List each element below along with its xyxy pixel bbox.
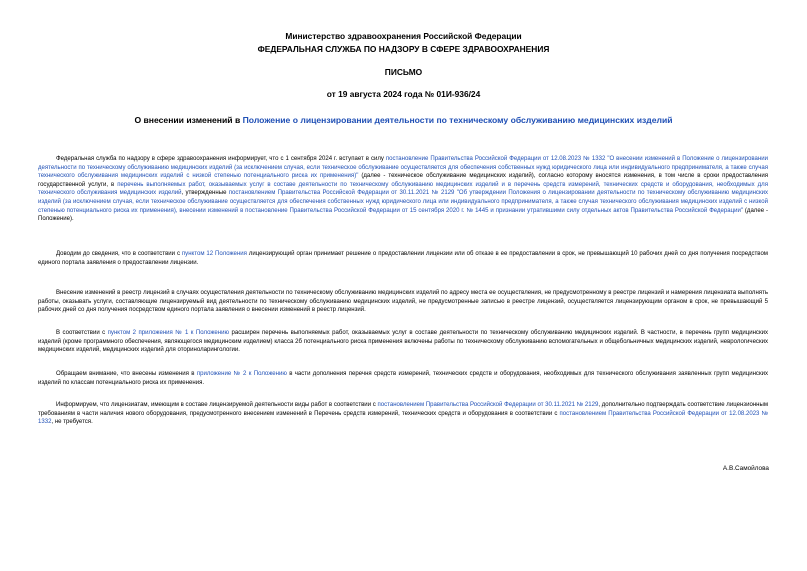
paragraph-text: (далее - техническое обслуживание медицинских изделий), согласно которому вносятся изменения, в том числе в сроки предоставления государственной услуги, в [38,173,768,188]
subject-link[interactable]: Положение о лицензировании деятельности по техническому обслуживанию медицинских изделий [242,115,673,125]
paragraph-text: в части дополнения перечня средств измерений, технических средств и оборудования, необходимых для технического обслуживания заявленных групп медицинских изделий по классам потенциального риска их применения. [38,371,768,386]
document-date-number: от 19 августа 2024 года № 01И-936/24 [326,89,481,99]
paragraph-text: Федеральная служба по надзору в сфере здравоохранения информирует, что с 1 сентября 2024 г. вступает в силу [56,156,386,162]
paragraph-text: лицензирующий орган принимает решение о предоставлении лицензии или об отказе в ее предоставлении в срок, не превышающий 10 рабочих дней со дня получения посредством единого портала заявления о предоставлении лицензии. [38,251,768,266]
paragraph-1 [38,155,768,224]
paragraph-text: расширен перечень выполняемых работ, оказываемых услуг в составе деятельности по техническому обслуживанию медицинских изделий. В частности, в перечень групп медицинских изделий (кроме программного обеспечения, являющегося медицинским изделием) класса 2б потенциального риска применения включены работы по техническому обслуживанию вспомогательных и общебольничных медицинских изделий, неврологических медицинских изделий, медицинских изделий для оториноларингологии. [38,330,769,354]
resolution-1332-link[interactable]: постановление Правительства Российской Федерации от 12.08.2023 № 1332 "О внесении изменений в Положение о лицензировании деятельности по техническому обслуживанию медицинских изделий (за исключением случая, если техническое обслуживание осуществляется для обеспечения собственных нужд юридического лица или индивидуального предпринимателя, а также случая технического обслуживания медицинских изделий с низкой степенью потенциального риска их применения)" [38,156,768,180]
ministry-heading: Министерство здравоохранения Российской Федерации [285,31,522,41]
paragraph-text: , дополнительно подтверждать соответствие лицензионным требованиям в части наличия нового оборудования, предусмотренного внесением изменений в Перечень средств измерений, технических средств и оборудования в соответствии с [38,402,768,417]
paragraph-text: (далее - Положение). [38,207,768,223]
document-subject [0,115,807,125]
paragraph-2 [38,250,768,267]
appendix-2-link[interactable]: приложение № 2 к Положению [196,371,287,377]
point-12-link[interactable]: пунктом 12 Положения [181,251,247,257]
paragraph-3 [38,289,768,315]
paragraph-text: , утвержденные [181,190,229,197]
paragraph-6 [38,401,768,427]
service-heading: ФЕДЕРАЛЬНАЯ СЛУЖБА ПО НАДЗОРУ В СФЕРЕ ЗДРАВООХРАНЕНИЯ [257,44,550,54]
paragraph-text: В соответствии с [56,330,108,336]
resolution-2129-link-2[interactable]: постановлением Правительства Российской Федерации от 30.11.2021 № 2129 [377,402,599,408]
appendix-1-point-2-link[interactable]: пунктом 2 приложения № 1 к Положению [107,330,230,336]
paragraph-5 [38,370,768,387]
document-type-heading: ПИСЬМО [384,67,423,77]
resolution-1332-link-2[interactable]: постановлением Правительства Российской Федерации от 12.08.2023 № 1332 [38,410,768,426]
signature: А.В.Самойлова [722,465,769,472]
paragraph-text: Информируем, что лицензиатам, имеющим в составе лицензируемой деятельности виды работ в соответствии с [56,402,378,408]
works-list-link[interactable]: перечень выполняемых работ, оказываемых услуг в составе деятельности по техническому обслуживанию медицинских изделий и в перечень средств измерений, технических средств и оборудования, необходимых для технического обслуживания медицинских изделий [38,181,768,197]
paragraph-4 [38,329,768,355]
subject-prefix: О внесении изменений в [134,115,243,125]
paragraph-text: Доводим до сведения, что в соответствии с [56,251,182,257]
paragraph-text: , не требуется. [51,419,93,426]
paragraph-text: Обращаем внимание, что внесены изменения в [56,371,197,377]
resolution-2129-link[interactable]: постановлением Правительства Российской Федерации от 30.11.2021 № 2129 "Об утверждении Положения о лицензировании деятельности по техническому обслуживанию медицинских изделий (за исключением случая, если техническое обслуживание осуществляется для обеспечения собственных нужд юридического лица или индивидуального предпринимателя, а также случая технического обслуживания медицинских изделий с низкой степенью потенциального риска их применения), внесении изменений в постановление Правительства Российской Федерации от 15 сентября 2020 г. № 1445 и признании утратившими силу отдельных актов Правительства Российской Федерации" [38,190,769,214]
paragraph-text: Внесение изменений в реестр лицензий в случаях осуществления деятельности по техническому обслуживанию медицинских изделий по адресу места ее осуществления, не предусмотренному в реестре лицензий и намерения лицензиата выполнять работы, оказывать услуги, составляющие лицензируемый вид деятельности по техническому обслуживанию медицинских изделий, не предусмотренные записью в реестре лицензий, осуществляется лицензирующим органом в срок, не превышающий 5 рабочих дней со дня получения посредством единого портала заявления о внесении изменений в реестр лицензий. [38,290,768,314]
